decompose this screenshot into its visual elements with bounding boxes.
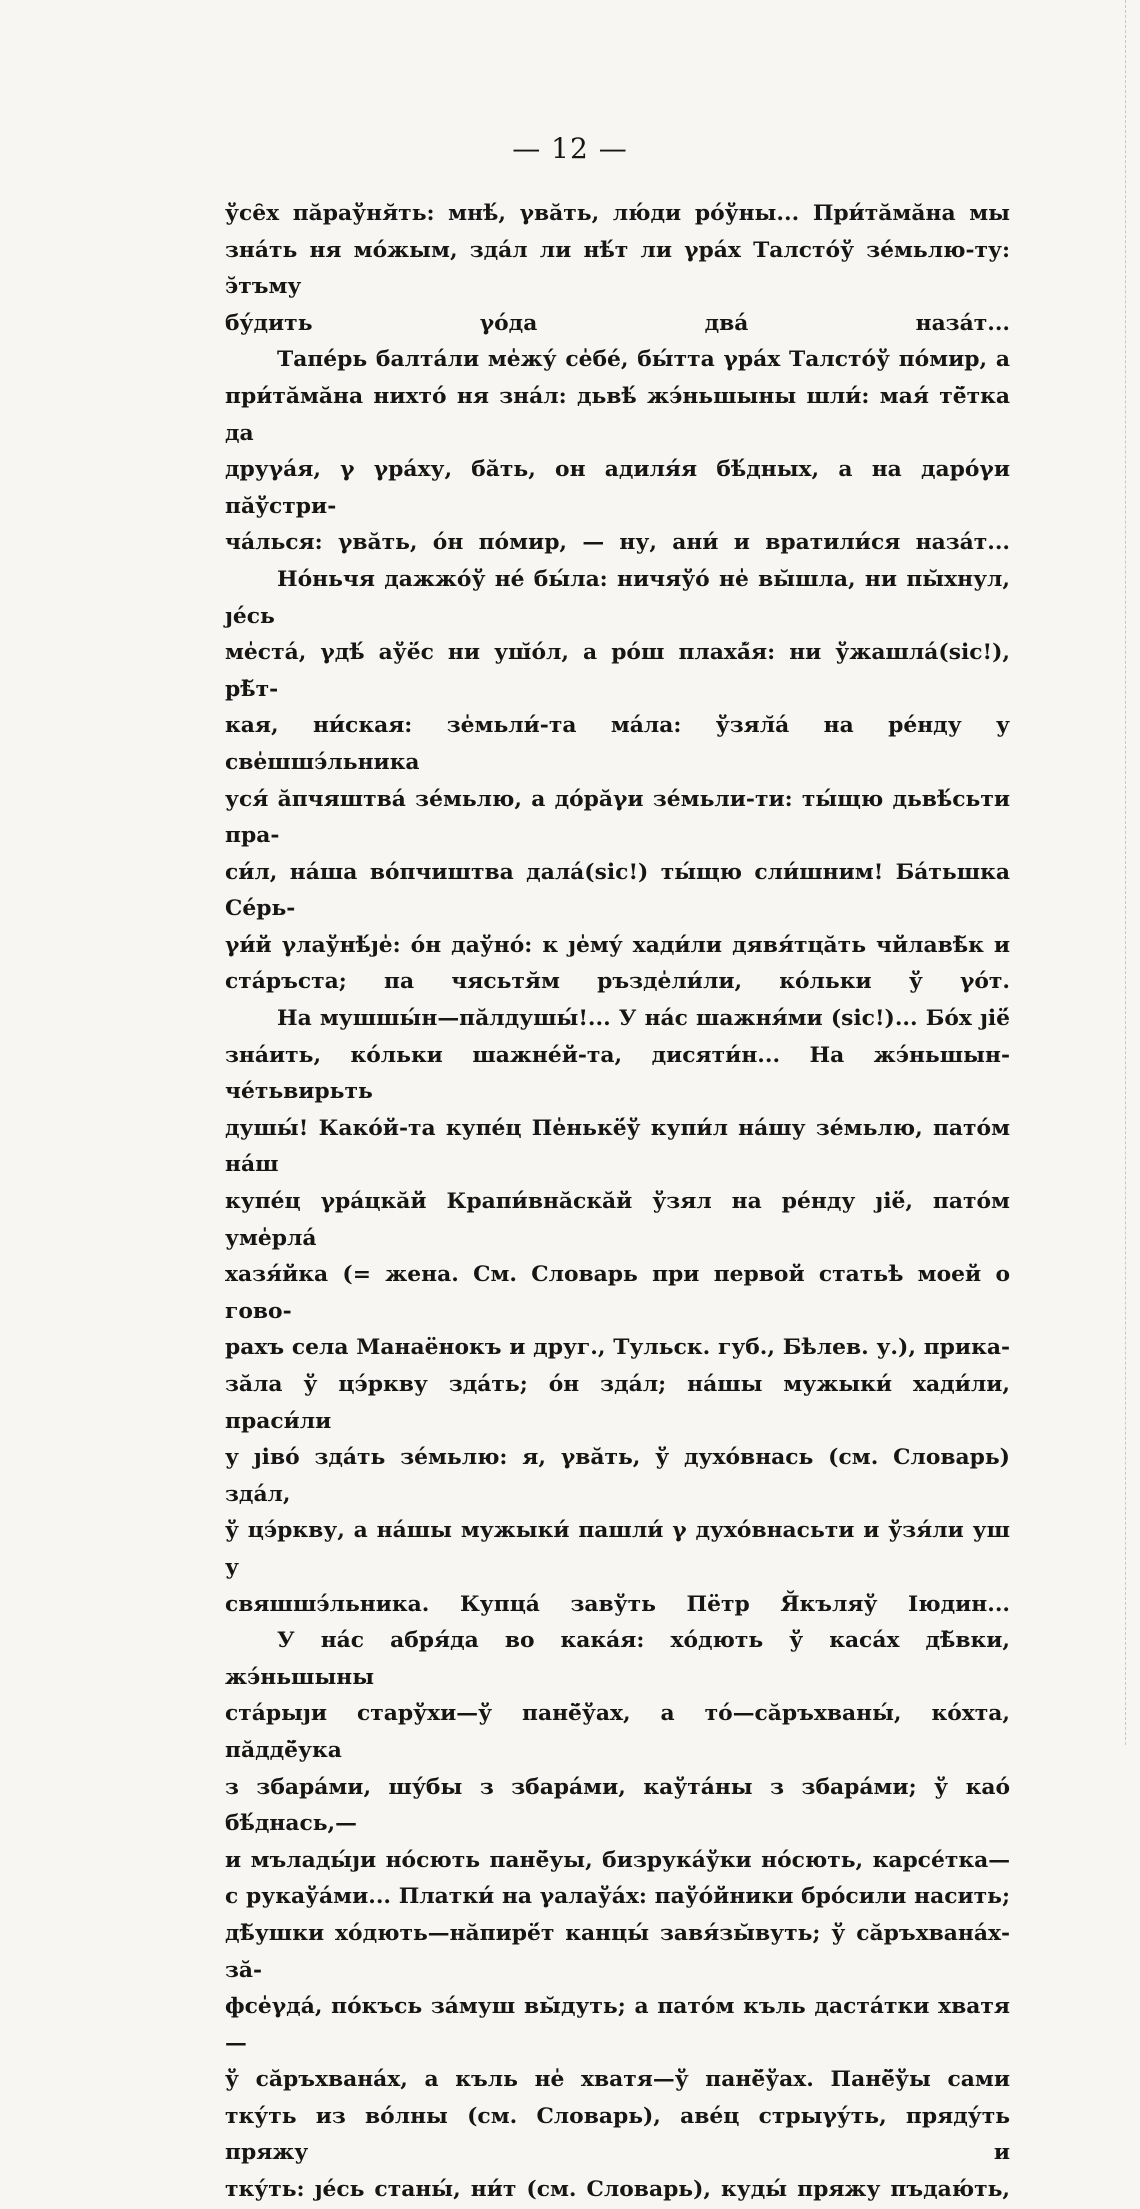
paragraph-5: У на́с абря́да во кака́я: хо́дють ў каса́х дѣ̆вки, жэ́ньшыны ста́рыȷи старўхи—ў панё̆ўах, а то́—сӑръхваны́, ко́хта, пӑддё̆ука з збара́ми, шу́бы з збара́ми, каўта́ны з збара́ми; ў као́ бѣ́днась,— и мълады́ȷи но́сють панё̆уы, бизрука́ўки но́сють, карсе́тка— с рукаўа́ми... Платки́ на γалаўа́х: паўо́йники бро́сили насить; дѣ̆ушки хо́дють—нӑпирё́т канцы́ завя́зы̆вуть; ў сӑръхвана́х-зӑ- фсе̍γда́, по́късь за́муш вы̆дуть; а пато́м къль даста́тки хватя— ў сӑръхвана́х, а къль не̍ хватя—ў панё̆ўах. Панё̆ўы сами тку́ть из во́лны (см. Словарь), аве́ц стрыγу́ть, пряду́ть пряжу и тку́ть: ȷе́сь станы́, ни́т (см. Словарь), куды́ пряжу пъдаю́ть, [225,1628,1010,2203]
paragraph-1: ўсе̑х пӑраўня̆ть: мнѣ́, γвӑть, лю́ди ро́ўны... При́тӑмӑна мы зна́ть ня мо́жым, зда́л ли нѣ́т ли γра́х Талсто́ў зе́мьлю-ту: э̆тъму бу́дить γо́да два́ назáт... [225,201,1010,336]
page-number: — 12 — [512,132,628,165]
body-text [225,196,1010,2209]
paragraph-2: Тапе́рь балта́ли ме̍жу́ се̍бе́, бы́тта γра́х Талсто́ў по́мир, а при́тӑмӑна нихто́ ня зна́л: дьвѣ́ жэ́ньшыны шли́: мая́ тё̆тка да друγа́я, γ γра́ху, бӑть, он адиля́я бѣ́дных, а на даро́γи пӑўстри- ча́лься: γвӑть, о́н по́мир, — ну, ани́ и вратили́ся наза́т... [225,347,1010,556]
page-edge-divider [1125,0,1126,1745]
paragraph-4: На мушшы́н—пӑлдушы́!... У на́с шажня́ми (sic!)... Бо́х ȷiё́ зна́ить, ко́льки шажне́й-та, дисяти́н... На жэ́ньшын-че́тьвирьть душы́! Како́й-та купе́ц Пе̍нькё́ў купи́л на́шу зе́мьлю, пато́м на́ш купе́ц γра́цкӑй Крапи́внӑскӑй ўзял на ре́нду ȷiё́, пато́м уме̍рла́ хазя́йка (= жена. См. Словарь при первой статьѣ моей о гово- рахъ села Манаёнокъ и друг., Тульск. губ., Бѣлев. у.), прика- зӑла ў цэ́ркву зда́ть; о́н зда́л; на́шы мужыки́ хади́ли, праси́ли у ȷiво́ зда́ть зе́мьлю: я, γвӑть, ў духо́внась (см. Словарь) зда́л, ў цэ́ркву, а на́шы мужыки́ пашли́ γ духо́внасьти и ўзя́ли уш у свяшшэ́льника. Купца́ завўть Пётр Я̆къляў Іюдин... [225,1006,1010,1617]
paragraph-3: Но́ньчя дажжо́ў не́ бы́ла: ничяўо́ не̍ вы̆шла, ни пы̆хнул, ȷе́сь ме̍ста́, γдѣ́ аўё́с ни уш̆о́л, а ро́ш плахá̆я: ни ўжашла́(sic!), рѣ̆т- кая, ни́ская: зе̍мьли́-та ма́ла: ўзял̆а́ на ре́нду у све̍шшэ́льника уся́ ӑпчяштва́ зе́мьлю, а до́рӑγи зе́мьли-ти: ты́щю дьвѣ́сьти пра- си́л, на́ша во́пчиштва дала́(sic!) ты́щю сли́шним! Ба́тьшка Се́рь- γи́й γлаўнѣ́ȷе̍: о́н даўно́: к ȷе̍му́ хади́ли дявя́тцӑть чйлавѣ̆к и ста́ръста; па чясьтя̆м ръзде̍ли́ли, ко́льки ў γо́т. [225,566,1010,995]
